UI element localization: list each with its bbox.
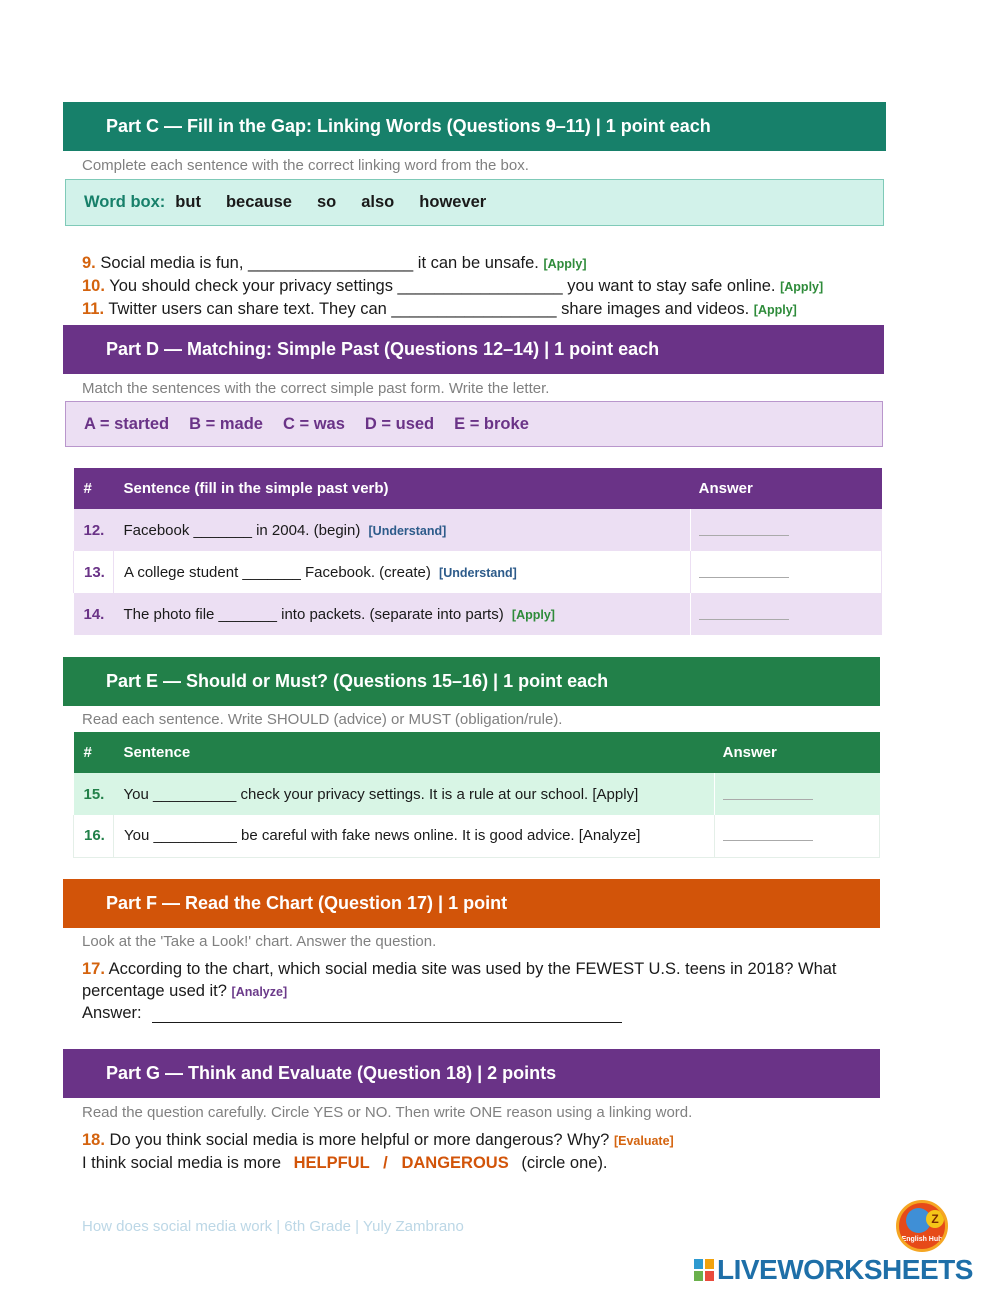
option: D = used: [364, 414, 435, 433]
bloom-tag: [Apply]: [511, 607, 555, 622]
part-d-banner: Part D — Matching: Simple Past (Questions 12–14) | 1 point each: [63, 325, 884, 374]
answer-blank[interactable]: [152, 1006, 622, 1023]
row-sentence: [113, 593, 690, 635]
part-d-table: [73, 468, 882, 635]
bloom-tag: [Understand]: [368, 523, 447, 538]
bloom-tag: [Evaluate]: [613, 1134, 674, 1148]
option: B = made: [189, 414, 263, 433]
word-box-word: so: [316, 193, 337, 211]
row-sentence: [113, 509, 690, 551]
part-c-instruction: Complete each sentence with the correct linking word from the box.: [82, 157, 529, 174]
row-sentence: You __________ check your privacy settings. It is a rule at our school. [Apply]: [123, 785, 639, 803]
option: C = was: [282, 414, 345, 433]
word-box-word: also: [361, 193, 395, 211]
part-g-banner: Part G — Think and Evaluate (Question 18) | 2 points: [63, 1049, 880, 1098]
question-18-choice-line[interactable]: [82, 1154, 608, 1173]
question-17: [82, 960, 837, 979]
part-d-options-box: [65, 401, 883, 447]
bloom-tag: [Analyze]: [231, 985, 288, 999]
question-number: 9.: [82, 254, 96, 272]
answer-cell[interactable]: [715, 815, 880, 857]
question-number: 17.: [82, 960, 105, 978]
answer-blank[interactable]: [699, 563, 789, 578]
answer-line[interactable]: [82, 1004, 622, 1023]
answer-blank[interactable]: [723, 785, 813, 800]
choice-suffix: (circle one).: [521, 1154, 608, 1172]
liveworksheets-logo: [690, 1198, 990, 1288]
word-box-label: Word box:: [84, 193, 166, 211]
column-header: Sentence: [123, 744, 191, 761]
question-text: Twitter users can share text. They can __________________ share images and videos.: [108, 300, 750, 318]
row-number: 15.: [83, 785, 105, 803]
part-f-instruction: Look at the 'Take a Look!' chart. Answer the question.: [82, 933, 437, 950]
column-header: Answer: [698, 480, 753, 497]
table-row: [74, 773, 880, 815]
answer-label: Answer:: [82, 1004, 142, 1022]
sentence-text: Facebook _______ in 2004. (begin): [123, 521, 361, 539]
badge-text: English Hub: [901, 1236, 943, 1243]
table-row: [74, 593, 882, 635]
answer-cell[interactable]: [715, 773, 880, 815]
question-text: You should check your privacy settings __________________ you want to stay safe online.: [109, 277, 776, 295]
answer-blank[interactable]: [699, 605, 789, 620]
part-d-instruction: Match the sentences with the correct simple past form. Write the letter.: [82, 380, 550, 397]
answer-blank[interactable]: [699, 521, 789, 536]
choice-options[interactable]: HELPFUL / DANGEROUS: [293, 1154, 509, 1172]
bloom-tag: [Apply]: [780, 280, 824, 294]
column-header: Sentence (fill in the simple past verb): [123, 480, 389, 497]
table-row: [74, 815, 880, 857]
bloom-tag: [Apply]: [543, 257, 587, 271]
part-c-word-box: [65, 179, 884, 226]
row-sentence: You __________ be careful with fake news online. It is good advice. [Analyze]: [113, 815, 714, 857]
part-g-instruction: Read the question carefully. Circle YES or NO. Then write ONE reason using a linking word.: [82, 1104, 693, 1121]
sentence-text: A college student _______ Facebook. (create): [123, 563, 431, 581]
choice-prefix: I think social media is more: [82, 1154, 281, 1172]
question-number: 10.: [82, 277, 105, 295]
answer-cell[interactable]: [691, 551, 882, 593]
row-number: 16.: [74, 815, 114, 857]
row-number: 13.: [74, 551, 114, 593]
question-number: 11.: [82, 300, 105, 318]
liveworksheets-mark-icon: [694, 1259, 714, 1281]
column-header: Answer: [722, 744, 777, 761]
answer-cell[interactable]: [691, 593, 882, 635]
option: A = started: [84, 414, 170, 433]
question-text: According to the chart, which social media site was used by the FEWEST U.S. teens in 2018? What: [108, 960, 837, 978]
option: E = broke: [454, 414, 529, 433]
bloom-tag: [Apply]: [753, 303, 797, 317]
part-c-banner: Part C — Fill in the Gap: Linking Words (Questions 9–11) | 1 point each: [63, 102, 886, 151]
word-box-word: because: [225, 193, 292, 211]
answer-blank[interactable]: [723, 826, 813, 841]
question-number: 18.: [82, 1131, 105, 1149]
question-text: percentage used it?: [82, 982, 227, 1000]
word-box-word: however: [419, 193, 487, 211]
liveworksheets-wordmark: LIVEWORKSHEETS: [717, 1254, 973, 1285]
badge-letter: Z: [926, 1210, 944, 1228]
question-17-line-2: [82, 982, 287, 1001]
bloom-tag: [Understand]: [439, 565, 517, 580]
question-11[interactable]: [82, 300, 797, 319]
part-f-banner: Part F — Read the Chart (Question 17) | 1 point: [63, 879, 880, 928]
answer-cell[interactable]: [691, 509, 882, 551]
row-number: 14.: [83, 605, 105, 623]
part-e-instruction: Read each sentence. Write SHOULD (advice) or MUST (obligation/rule).: [82, 711, 563, 728]
part-e-table: [73, 732, 880, 858]
question-text: Social media is fun, __________________ it can be unsafe.: [100, 254, 539, 272]
table-row: [74, 551, 882, 593]
row-sentence: [113, 551, 690, 593]
question-text: Do you think social media is more helpful or more dangerous? Why?: [109, 1131, 610, 1149]
table-row: [74, 509, 882, 551]
row-number: 12.: [83, 521, 105, 539]
sentence-text: The photo file _______ into packets. (separate into parts): [123, 605, 504, 623]
question-10[interactable]: [82, 277, 823, 296]
column-header: #: [83, 744, 92, 761]
footer-credit: How does social media work | 6th Grade | Yuly Zambrano: [82, 1218, 464, 1235]
english-hub-badge: [896, 1200, 948, 1252]
part-e-banner: Part E — Should or Must? (Questions 15–16) | 1 point each: [63, 657, 880, 706]
question-18: [82, 1131, 674, 1150]
question-9[interactable]: [82, 254, 587, 273]
word-box-word: but: [175, 193, 201, 211]
column-header: #: [83, 480, 92, 497]
